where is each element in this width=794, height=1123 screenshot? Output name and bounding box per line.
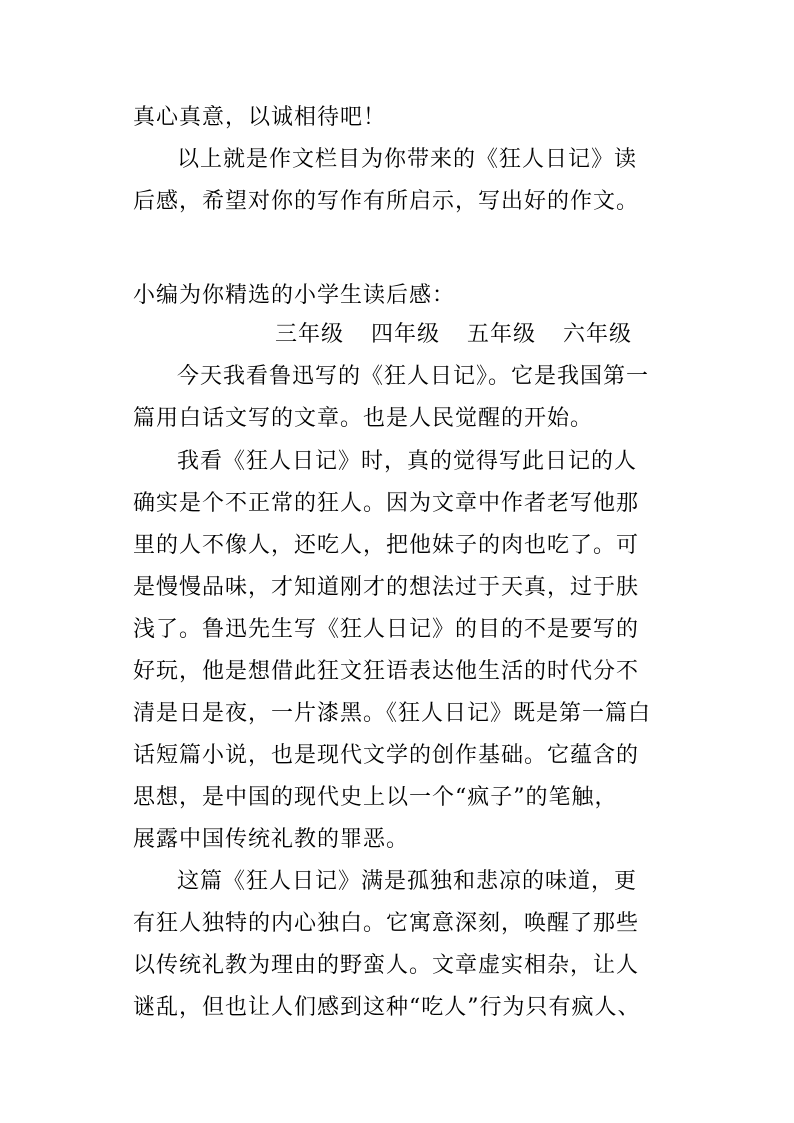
intro-line-1: 真心真意，以诚相待吧！ — [133, 105, 387, 130]
grade-link-6[interactable]: 六年级 — [563, 322, 633, 347]
paragraph2-line-1: 我看《狂人日记》时，真的觉得写此日记的人 — [177, 449, 638, 474]
paragraph2-line-8: 话短篇小说，也是现代文学的创作基础。它蕴含的 — [133, 743, 640, 768]
recommend-label: 小编为你精选的小学生读后感： — [133, 283, 456, 308]
paragraph2-line-4: 是慢慢品味，才知道刚才的想法过于天真，过于肤 — [133, 575, 640, 600]
paragraph2-line-5: 浅了。鲁迅先生写《狂人日记》的目的不是要写的 — [133, 617, 640, 642]
intro-line-3: 后感，希望对你的写作有所启示，写出好的作文。 — [133, 189, 640, 214]
paragraph2-line-10: 展露中国传统礼教的罪恶。 — [133, 827, 410, 852]
paragraph2-line-7: 清是日是夜，一片漆黑。《狂人日记》既是第一篇白 — [133, 701, 652, 726]
paragraph1-line-1: 今天我看鲁迅写的《狂人日记》。它是我国第一 — [177, 364, 650, 389]
paragraph3-line-1: 这篇《狂人日记》满是孤独和悲凉的味道，更 — [177, 869, 638, 894]
paragraph3-line-3: 以传统礼教为理由的野蛮人。文章虚实相杂，让人 — [133, 953, 640, 978]
paragraph3-line-4: 谜乱，但也让人们感到这种“吃人”行为只有疯人、 — [133, 995, 641, 1020]
paragraph1-line-2: 篇用白话文写的文章。也是人民觉醒的开始。 — [133, 406, 594, 431]
grade-link-3[interactable]: 三年级 — [275, 322, 345, 347]
grade-links — [275, 320, 652, 350]
grade-link-4[interactable]: 四年级 — [371, 322, 441, 347]
intro-line-2: 以上就是作文栏目为你带来的《狂人日记》读 — [177, 147, 638, 172]
paragraph2-line-2: 确实是个不正常的狂人。因为文章中作者老写他那 — [133, 491, 640, 516]
paragraph2-line-3: 里的人不像人，还吃人，把他妹子的肉也吃了。可 — [133, 533, 640, 558]
paragraph2-line-9: 思想，是中国的现代史上以一个“疯子”的笔触， — [133, 785, 618, 810]
grade-link-5[interactable]: 五年级 — [467, 322, 537, 347]
paragraph2-line-6: 好玩，他是想借此狂文狂语表达他生活的时代分不 — [133, 659, 640, 684]
paragraph3-line-2: 有狂人独特的内心独白。它寓意深刻，唤醒了那些 — [133, 911, 640, 936]
